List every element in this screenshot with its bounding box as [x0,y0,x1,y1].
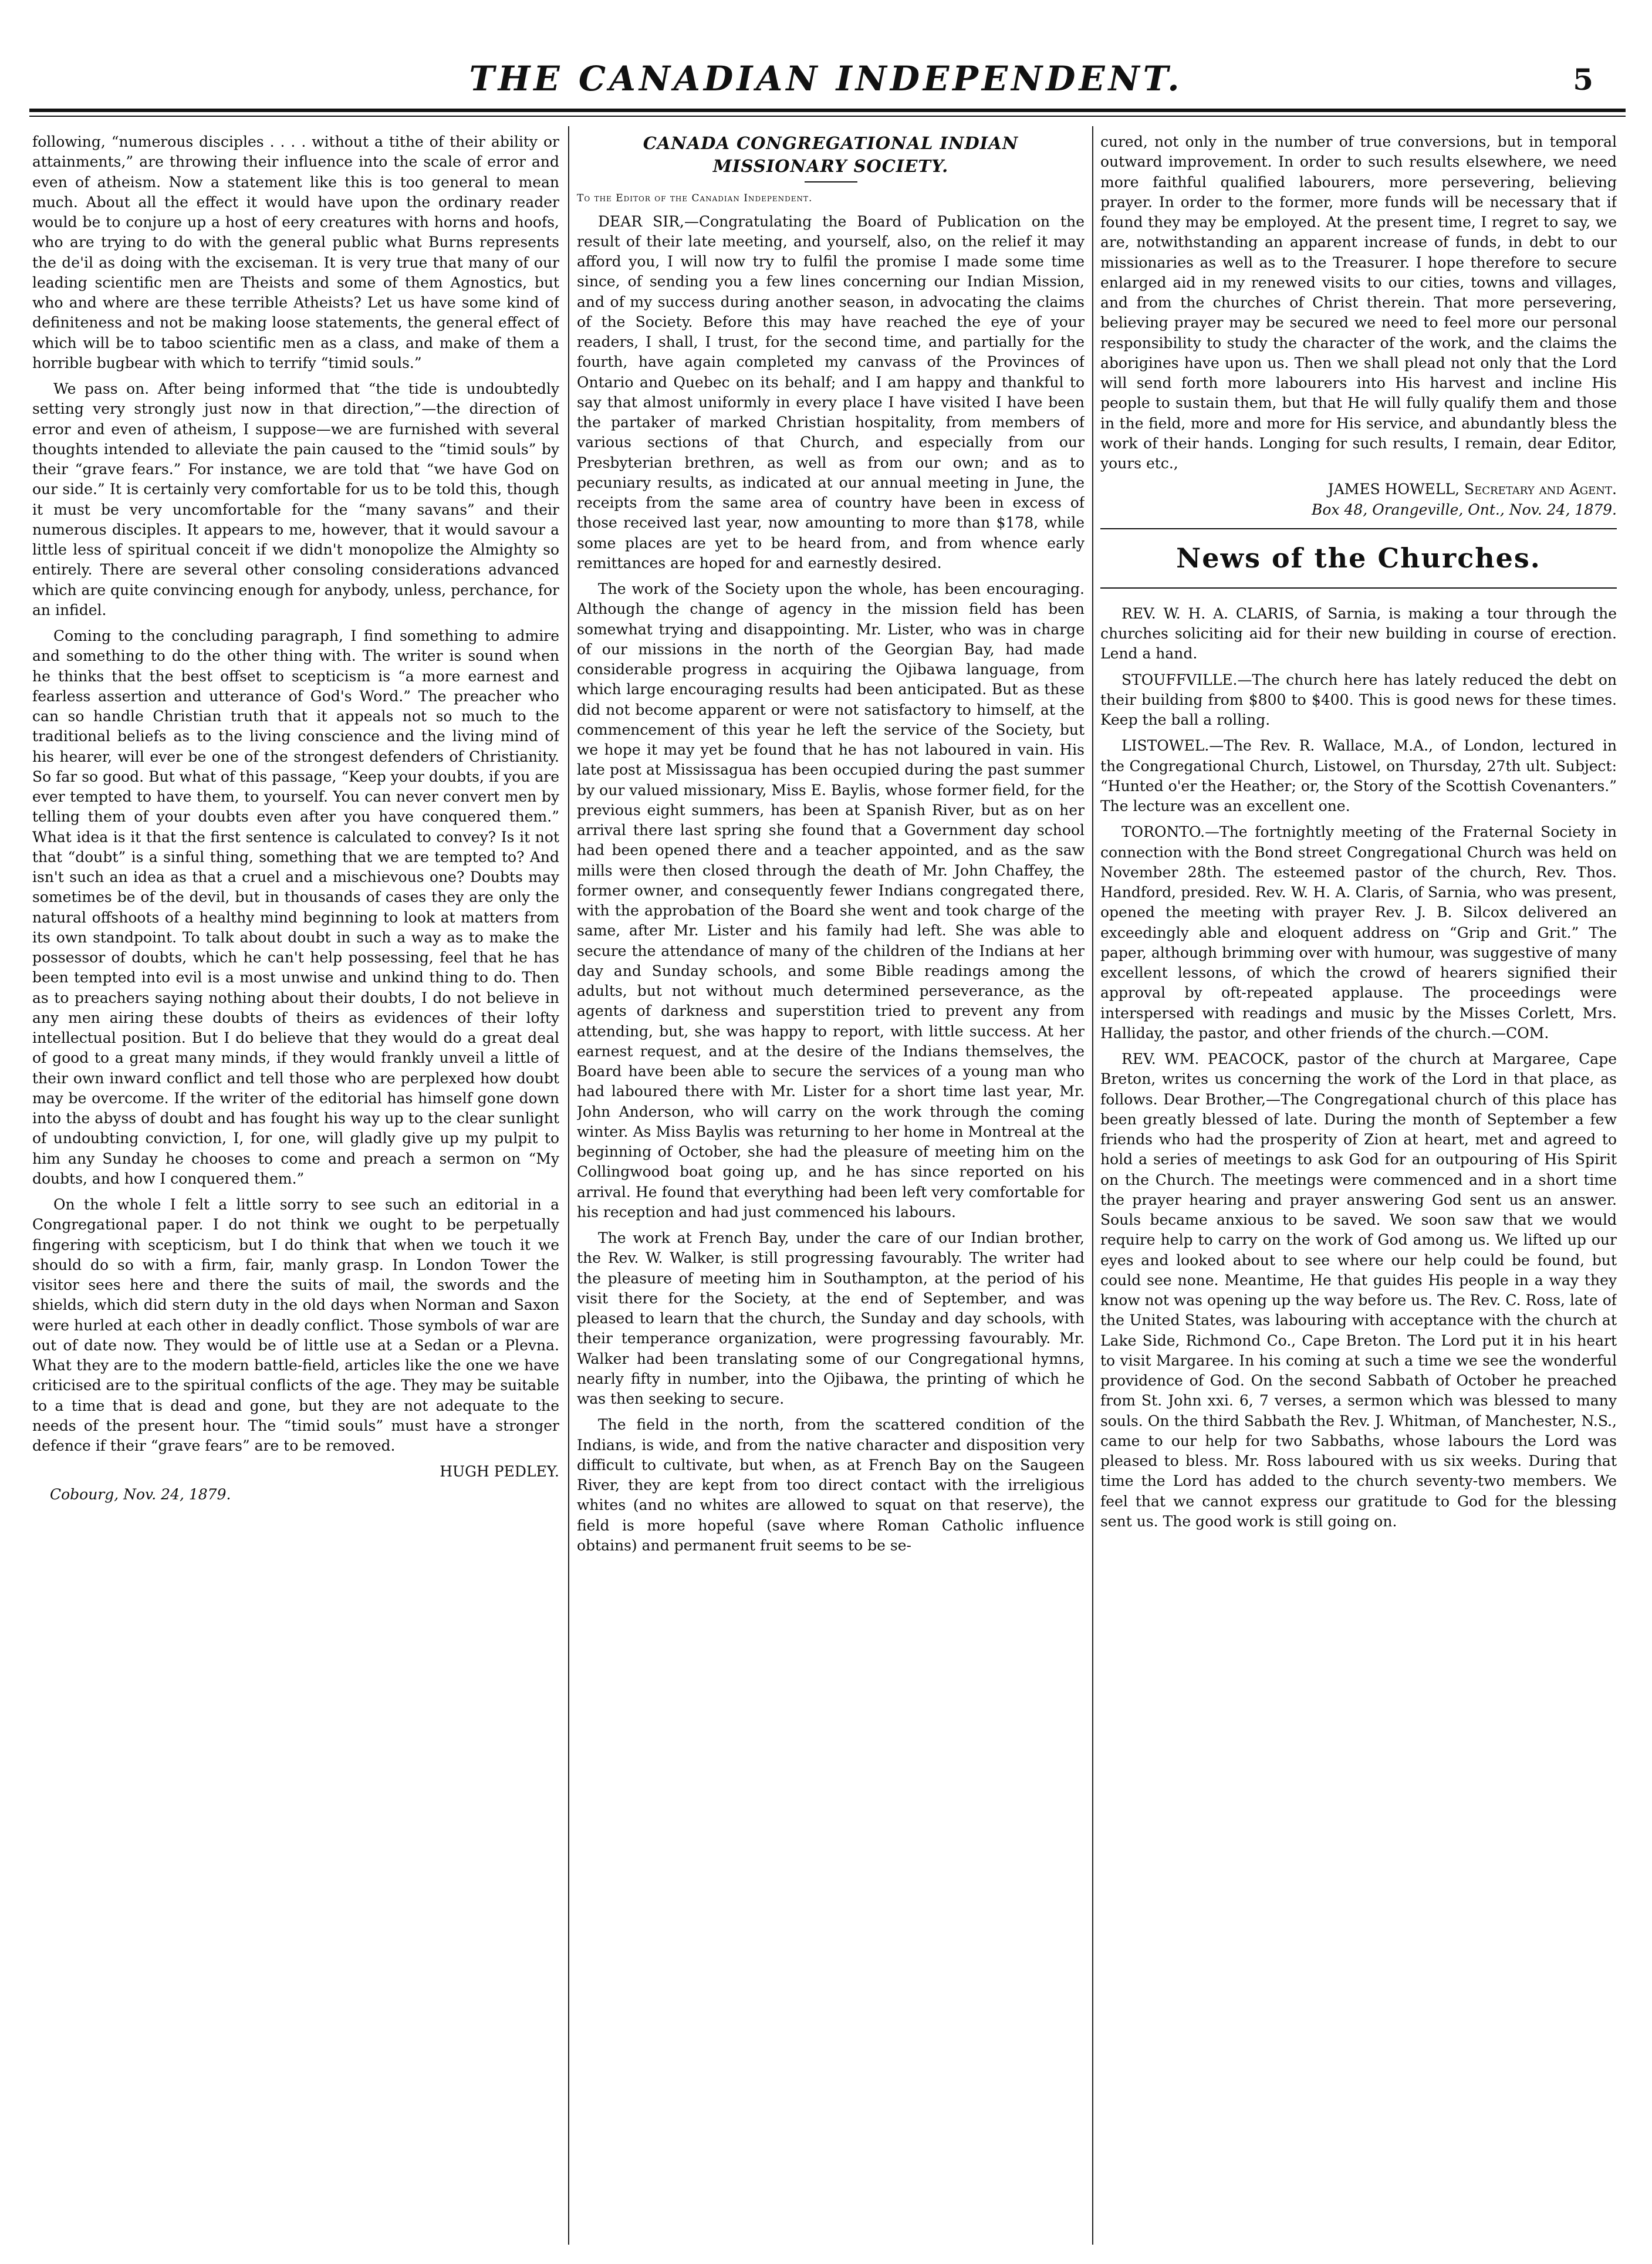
column-divider-right [1092,126,1093,2245]
article-heading: CANADA CONGREGATIONAL INDIAN MISSIONARY SOCIETY. [643,133,1019,177]
closing-address: Box 48, Orangeville, Ont., Nov. 24, 1879. [1312,501,1617,518]
column-3 [1100,132,1617,2245]
page-number: 5 [1573,62,1593,97]
letter-place-date: Cobourg, Nov. 24, 1879. [50,1485,231,1503]
column-1 [32,132,559,2245]
news-item-toronto: TORONTO.—The fortnightly meeting of the Fraternal Society in connection with the Bond street Congregational Church was held on November 28th. The esteemed pastor of the church, Rev. Thos. Handford, presided. Rev. W. H. A. Claris, of Sarnia, who was present, opened the meeting with prayer Rev. J. B. Silcox delivered an exceedingly able and eloquent address on “Grip and Grit.” The paper, although brimming over with humour, was suggestive of many excellent lessons, of which the crowd of hearers signified their approval by oft-repeated applause. The proceedings were interspersed with readings and music by the Misses Corlett, Mrs. Halliday, the pastor, and other friends of the church.—COM. [1100,823,1617,1042]
letter-signature: HUGH PEDLEY. [440,1463,559,1481]
col2-paragraph-4: The field in the north, from the scattered condition of the Indians, is wide, and from the native character and disposition very difficult to cultivate, but when, as at French Bay on the Saugeen River, they are kept from too direct contact with the irreligious whites (and no whites are allowed to squat on that reserve), the field is more hopeful (save where Roman Catholic influence obtains) and permanent fruit seems to be se- [577,1416,1085,1554]
column-2 [577,132,1085,2245]
col1-paragraph-2: We pass on. After being informed that “the tide is undoubtedly setting very strongly just now in that direction,”—the direction of error and even of atheism, I suppose—we are furnished with several thoughts intended to alleviate the pain caused to the “timid souls” by their “grave fears.” For instance, we are told that “we have God on our side.” It is certainly very comfortable for us to be told this, though it must be very uncomfortable for the “many savans” and their numerous disciples. It appears to me, however, that it would savour a little less of spiritual conceit if we didn't monopolize the Almighty so entirely. There are several other consoling considerations advanced which are quite convincing enough for anybody, unless, perchance, for an infidel. [32,380,559,619]
col1-paragraph-1: following, “numerous disciples . . . . without a tithe of their ability or attainments,” are throwing their influence into the scale of error and even of atheism. Now a statement like this is too general to mean much. About all the effect it would have upon the ordinary reader would be to conjure up a host of eery creatures with horns and hoofs, who are trying to do with the general public what Burns represents the de'il as doing with the exciseman. It is very true that many of our leading scientific men are Theists and some of them Agnostics, but who and where are these terrible Atheists? Let us have some kind of definiteness and not be making loose statements, the general effect of which will be to taboo scientific men as a class, and make of them a horrible bugbear with which to terrify “timid souls.” [32,133,559,371]
header-rule-thin [29,116,1626,117]
column-divider-left [568,126,569,2245]
col1-paragraph-4: On the whole I felt a little sorry to see such an editorial in a Congregational paper. I do not think we ought to be perpetually fingering with scepticism, but I do think that when we touch it we should do so with a firm, fair, manly grasp. In London Tower the visitor sees here and there the suits of mail, the swords and the shields, which did stern duty in the old days when Norman and Saxon were hurled at each other in deadly conflict. Those symbols of war are out of date now. They would be of little use at a Sedan or a Plevna. What they are to the modern battle-field, articles like the one we have criticised are to the spiritual conflicts of the age. They may be suitable to a time that is dead and gone, but they are not adequate to the needs of the present hour. The “timid souls” must have a stronger defence if their “grave fears” are to be removed. [32,1196,559,1454]
news-rule-bottom [1100,587,1617,589]
news-item-margaree: REV. WM. PEACOCK, pastor of the church at Margaree, Cape Breton, writes us concerning the work of the Lord in that place, as follows. Dear Brother,—The Congregational church of this place has been greatly blessed of late. During the month of September a few friends who had the prosperity of Zion at heart, met and agreed to hold a series of meetings to ask God for an outpouring of His Spirit on the Church. The meetings were commenced and in a short time the prayer hearing and prayer answering God sent us an answer. Souls became anxious to be saved. We soon saw that we would require help to carry on the work of God among us. We lifted up our eyes and looked about to see where our help could be found, but could see none. Meantime, He that guides His people in a way they know not was opening up the way before us. The Rev. C. Ross, late of the United States, was labouring with acceptance with the church at Lake Side, Richmond Co., Cape Breton. The Lord put it in his heart to visit Margaree. In his coming at such a time we see the wonderful providence of God. On the second Sabbath of October he preached from St. John xxi. 6, 7 verses, a sermon which was blessed to many souls. On the third Sabbath the Rev. J. Whitman, of Manchester, N.S., came to our help for two Sabbaths, whose labours the Lord was pleased to bless. Mr. Ross laboured with us six weeks. During that time the Lord has added to the church seventy-two members. We feel that we cannot express our gratitude to God for the blessing sent us. The good work is still going on. [1100,1050,1617,1530]
heading-rule [805,181,857,183]
header-rule-thick [29,109,1626,112]
col2-paragraph-1: DEAR SIR,—Congratulating the Board of Publication on the result of their late meeting, and yourself, also, on the relief it may afford you, I will now try to fulfil the promise I made some time since, of sending you a few lines concerning our Indian Mission, and of my success during another season, in advocating the claims of the Society. Before this may have reached the eye of your readers, I shall, I trust, for the second time, and partially for the fourth, have again completed my canvass of the Provinces of Ontario and Quebec on its behalf; and I am happy and thankful to say that almost uniformly in every place I have visited I have been the partaker of marked Christian hospitality, from members of various sections of that Church, and especially from our Presbyterian brethren, as well as from our own; and as to pecuniary results, as indicated at our annual meeting in June, the receipts from the same area of country have been in excess of those received last year, now amounting to more than $178, while some places are yet to be heard from, and from whence early remittances are hoped for and earnestly desired. [577,212,1085,572]
news-item-listowel: LISTOWEL.—The Rev. R. Wallace, M.A., of London, lectured in the Congregational Church, Listowel, on Thursday, 27th ult. Subject: “Hunted o'er the Heather; or, the Story of the Scottish Covenanters.” The lecture was an excellent one. [1100,737,1617,815]
news-item-claris: REV. W. H. A. CLARIS, of Sarnia, is making a tour through the churches soliciting aid for their new building in course of erection. Lend a hand. [1100,604,1617,663]
col3-paragraph-1: cured, not only in the number of true conversions, but in temporal outward improvement. In order to such results elsewhere, we need more faithful qualified labourers, more persevering, believing prayer. In order to the former, more funds will be necessary that if found they may be employed. At the present time, I regret to say, we are, notwithstanding an apparent increase of funds, in debt to our missionaries as well as to the Treasurer. I hope therefore to secure enlarged aid in my renewed visits to our cities, towns and villages, and from the churches of Christ therein. That more persevering, believing prayer may be secured we need to feel more our personal responsibility to study the character of the work, and the claims the aborigines have upon us. Then we shall plead not only that the Lord will send forth more labourers into His harvest and incline His people to sustain them, but that He will fully qualify them and those in the field, more and more for His service, and abundantly bless the work of their hands. Longing for such results, I remain, dear Editor, yours etc., [1100,133,1617,472]
letter-address: To the Editor of the Canadian Independent. [577,192,813,205]
col2-paragraph-2: The work of the Society upon the whole, has been encouraging. Although the change of agency in the mission field has been somewhat trying and disappointing. Mr. Lister, who was in charge of our missions in the north of the Georgian Bay, had made considerable progress in acquiring the Ojibawa language, from which large encouraging results had been anticipated. But as these did not become apparent or were not satisfactory to himself, at the commencement of this year he left the service of the Society, but we hope it may yet be found that he has not laboured in vain. His late post at Mississagua has been occupied during the past summer by our valued missionary, Miss E. Baylis, whose former field, for the previous eight summers, has been at Spanish River, but as on her arrival there last spring she found that a Government day school had been opened there and a teacher appointed, and as the saw mills were then closed through the death of Mr. John Chaffey, the former owner, and consequently fewer Indians congregated there, with the approbation of the Board she went and took charge of the same, after Mr. Lister and his family had left. She was able to secure the attendance of many of the children of the Indians at her day and Sunday schools, and some Bible readings among the adults, but not without much determined perseverance, as the agents of darkness and superstition tried to prevent any from attending, but, she was happy to report, with little success. At her earnest request, and at the desire of the Indians themselves, the Board have been able to secure the services of a young man who had laboured there with Mr. Lister for a short time last year, Mr. John Anderson, who will carry on the work through the coming winter. As Miss Baylis was returning to her home in Montreal at the beginning of October, she had the pleasure of meeting him on the Collingwood boat going up, and he has since reported on his arrival. He found that everything had been left very comfortable for his reception and had just commenced his labours. [577,580,1085,1221]
news-rule-top [1100,528,1617,529]
news-item-stouffville: STOUFFVILLE.—The church here has lately reduced the debt on their building from $800 to $400. This is good news for these times. Keep the ball a rolling. [1100,671,1617,729]
closing-signature: JAMES HOWELL, Secretary and Agent. [1327,481,1617,498]
col1-paragraph-3: Coming to the concluding paragraph, I find something to admire and something to do the other thing with. The writer is sound when he thinks that the best offset to scepticism is “a more earnest and fearless assertion and utterance of God's Word.” The preacher who can so handle Christian truth that it appeals not so much to the traditional beliefs as to the living conscience and the living mind of his hearer, will ever be one of the strongest defenders of Christianity. So far so good. But what of this passage, “Keep your doubts, if you are ever tempted to have them, to yourself. You can never convert men by telling them of your doubts even after you have conquered them.” What idea is it that the first sentence is calculated to convey? Is it not that “doubt” is a sinful thing, something that we are tempted to? And isn't such an idea as that a cruel and a mischievous one? Doubts may sometimes be of the devil, but in thousands of cases they are only the natural offshoots of a healthy mind beginning to look at matters from its own standpoint. To talk about doubt in such a way as to make the possessor of doubts, which he can't help possessing, feel that he has been tempted into evil is a most unwise and unkind thing to do. Then as to preachers saying nothing about their doubts, I do not believe in any men airing these doubts of theirs as evidences of their lofty intellectual position. But I do believe that they would do a great deal of good to a great many minds, if they would frankly unveil a little of their own inward conflict and tell those who are perplexed how doubt may be overcome. If the writer of the editorial has himself gone down into the abyss of doubt and has fought his way up to the clear sunlight of undoubting conviction, I, for one, will gladly give up my pulpit to him any Sunday he chooses to come and preach a sermon on “My doubts, and how I conquered them.” [32,627,559,1187]
news-section-heading: News of the Churches. [1176,542,1541,574]
newspaper-title: THE CANADIAN INDEPENDENT. [469,59,1183,99]
col2-paragraph-3: The work at French Bay, under the care of our Indian brother, the Rev. W. Walker, is still progressing favourably. The writer had the pleasure of meeting him in Southampton, at the period of his visit there for the Society, at the end of September, and was pleased to learn that the church, the Sunday and day schools, with their temperance organization, were progressing favourably. Mr. Walker had been translating some of our Congregational hymns, nearly fifty in number, into the Ojibawa, the printing of which he was then seeking to secure. [577,1229,1085,1408]
